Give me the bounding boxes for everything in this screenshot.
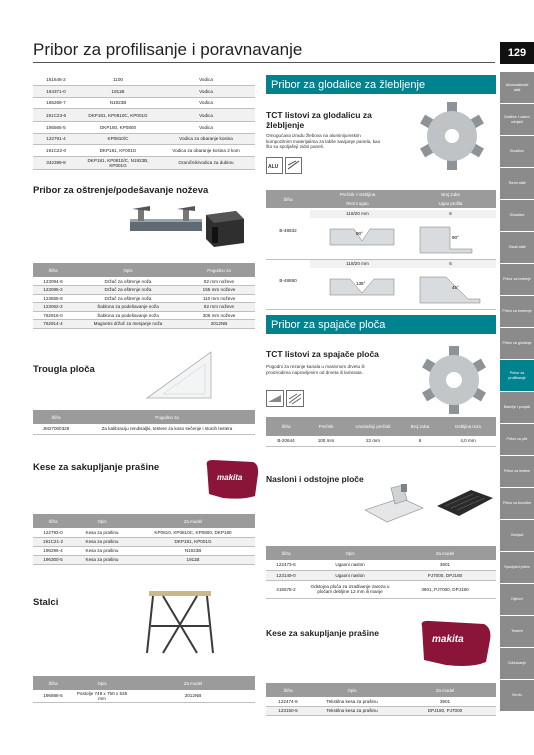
- stalci-table: [33, 676, 255, 703]
- table-cell: 342399-8: [46, 160, 66, 165]
- table-cell: Kesa za prašinu: [85, 539, 119, 544]
- table-cell: 82 mm noževe: [203, 278, 235, 284]
- table-header: Prečnik: [306, 417, 346, 436]
- stand-image: [143, 585, 218, 657]
- table-cell: 762916-0: [43, 312, 63, 318]
- sidebar-tab[interactable]: Odvijači: [500, 520, 534, 551]
- table-cell: Vodica za obaranje kosina 2 kom: [172, 147, 240, 153]
- dust-bag-image-right: [416, 618, 496, 668]
- section-title-nasloni: Nasloni i odstojne ploče: [266, 474, 364, 484]
- sidebar-tab[interactable]: Akumulatorski alati: [500, 72, 534, 103]
- table-cell: 4,0 mm: [460, 438, 476, 444]
- table-cell: 123149-0: [276, 572, 296, 578]
- table-cell: Ugaoni naslon: [335, 562, 365, 568]
- table-header: Opis: [306, 546, 394, 560]
- cut-angle-label: 90°: [356, 231, 363, 236]
- sidebar-tab[interactable]: Pribor za brusilice: [500, 488, 534, 519]
- glodalice-rows: [266, 210, 496, 310]
- table-cell: 191C22-0: [45, 147, 67, 153]
- profile-angle-label: 90°: [452, 235, 459, 240]
- glod-head-sifra: Šifra: [266, 190, 310, 208]
- blade-diameter: 118/20 mm: [346, 211, 369, 216]
- table-row: [33, 277, 255, 286]
- table-header: Šifra: [33, 410, 79, 424]
- joiner-blade-image: [418, 344, 490, 416]
- table-cell: Ugaoni naslon: [335, 572, 365, 578]
- table-cell: 1911B: [111, 88, 125, 94]
- table-cell: 196300-5: [43, 557, 63, 562]
- table-cell: 165269-7: [46, 100, 66, 106]
- table-cell: Držač za oštrenje noža: [104, 287, 152, 293]
- table-row: [33, 424, 255, 434]
- table-cell: N1923B: [109, 100, 127, 106]
- table-cell: 22 mm: [365, 438, 381, 444]
- table-cell: 122473-6: [276, 562, 296, 568]
- ostrenje-table: [33, 263, 255, 329]
- glodalice-row: [266, 210, 496, 260]
- table-row: [33, 74, 255, 86]
- profile-sketch: [310, 269, 496, 309]
- table-row: [33, 122, 255, 134]
- table-cell: Magnetni držač za menjanje noža: [93, 321, 163, 327]
- table-cell: 82 mm noževe: [203, 304, 235, 310]
- table-cell: 100 mm: [317, 438, 335, 444]
- section-title-kese-left: Kese za sakupljanje prašine: [33, 462, 160, 473]
- profile-angle-label: 45°: [452, 285, 459, 290]
- table-row: [33, 109, 255, 122]
- table-row: [266, 580, 496, 598]
- table-cell: Tekstilna kesa za prašinu: [326, 698, 378, 704]
- profile-sketch: [310, 219, 496, 259]
- table-cell: Postolje 749 x 750 x 535 mm: [76, 690, 128, 701]
- table-cell: 196296-4: [43, 548, 63, 553]
- subtitle-spajace: TCT listovi za spajače ploča: [266, 349, 379, 359]
- table-row: [33, 311, 255, 320]
- table-header: Debljina reza: [440, 417, 496, 436]
- table-cell: 3901: [439, 562, 451, 568]
- spajace-table: [266, 417, 496, 447]
- section-title-ostrenje: Pribor za oštrenje/podešavanje noževa: [33, 185, 209, 196]
- table-cell: 191C21-2: [42, 539, 64, 544]
- sidebar-tab[interactable]: Testere: [500, 616, 534, 647]
- table-cell: 122474-6: [278, 698, 298, 704]
- glodalice-table: [266, 190, 496, 208]
- table-cell: 306 mm noževe: [202, 312, 236, 318]
- table-row: [33, 546, 255, 555]
- nasloni-table: [266, 546, 496, 599]
- table-cell: 2012NB: [210, 321, 228, 327]
- sidebar-tab[interactable]: Dijelovi: [500, 584, 534, 615]
- table-cell: 762914-4: [43, 321, 63, 327]
- dust-bag-image: [203, 456, 261, 500]
- aluminium-icons: [266, 157, 302, 175]
- category-sidebar: [500, 72, 534, 712]
- table-cell: Tekstilna kesa za prašinu: [326, 708, 378, 713]
- trougla-table: [33, 410, 255, 435]
- table-cell: Vodica: [199, 100, 213, 106]
- table-cell: DKP180, KP0800: [99, 124, 136, 130]
- table-row: [33, 156, 255, 169]
- table-row: [266, 706, 496, 715]
- table-header: Opis: [73, 514, 131, 528]
- table-cell: 123094-6: [43, 278, 63, 284]
- table-cell: Kesa za prašinu: [85, 557, 119, 562]
- sidebar-tab[interactable]: Pribor za bušenje: [500, 264, 534, 295]
- cut-angle-label: 135°: [356, 281, 366, 286]
- table-header: Šifra: [266, 546, 306, 560]
- makita-logo-right: makita: [432, 634, 464, 645]
- table-header: Za model: [131, 514, 255, 528]
- table-cell: 161646-2: [46, 77, 66, 82]
- table-cell: 3901, PJ7000, DPJ180: [421, 586, 469, 592]
- section-band-glodalice: Pribor za glodalice za žlebljenje: [266, 75, 496, 94]
- table-cell: 6: [418, 438, 422, 444]
- table-row: [33, 555, 255, 564]
- kese-left-table: [33, 514, 255, 565]
- sidebar-tab[interactable]: Bušilice i udarni odvijači: [500, 104, 534, 135]
- table-cell: 123062-2: [43, 304, 63, 310]
- table-cell: DKP181, KP0810C, KP001G: [88, 112, 148, 118]
- table-cell: 155 mm noževe: [202, 287, 236, 293]
- table-row: [33, 294, 255, 303]
- section-title-kese-right: Kese za sakupljanje prašine: [266, 628, 379, 638]
- wood-icons: [266, 390, 306, 408]
- section-title-trougla: Trougla ploča: [33, 364, 95, 375]
- table-header: Pogodno za: [183, 263, 255, 277]
- table-cell: PJ7000, DPJ180: [427, 572, 463, 578]
- table-header: Broj zuba: [400, 417, 440, 436]
- sidebar-tab[interactable]: Pribor za glodanje: [500, 328, 534, 359]
- blade-diameter: 118/20 mm: [346, 261, 369, 266]
- table-cell: 122793-0: [43, 529, 63, 535]
- table-cell: Držač za oštrenje noža: [104, 295, 152, 301]
- table-cell: N1923B: [184, 548, 202, 553]
- table-cell: Vodica: [199, 88, 213, 94]
- sidebar-tab[interactable]: Glodalice: [500, 200, 534, 231]
- alu-icon: ALU: [268, 164, 279, 170]
- triangle-plate-image: [143, 348, 215, 403]
- table-cell: Šablona za podešavanje noža: [97, 312, 159, 318]
- table-cell: 415578-2: [276, 586, 296, 592]
- sharpening-holder-image: [128, 205, 248, 250]
- table-cell: Vodica: [199, 112, 213, 118]
- table-cell: DKP181, KP0810/C, N1923B, KP001G: [87, 157, 149, 168]
- table-header: Opis: [310, 683, 394, 697]
- table-cell: Vodica: [199, 77, 213, 82]
- table-row: [33, 528, 255, 537]
- table-row: [33, 303, 255, 312]
- table-cell: 164371-0: [46, 88, 66, 94]
- sidebar-tab[interactable]: Specijalni pribor: [500, 552, 534, 583]
- sidebar-tab[interactable]: Pribor za brušenje: [500, 296, 534, 327]
- table-cell: Vodica: [199, 124, 213, 130]
- table-cell: Šablona za podešavanje noža: [97, 304, 159, 310]
- table-header: Opis: [73, 263, 183, 277]
- table-row: [33, 690, 255, 702]
- table-row: [33, 145, 255, 157]
- table-cell: 1911B: [186, 557, 200, 562]
- page-number: 129: [500, 42, 534, 64]
- table-header: Za model: [131, 676, 255, 690]
- table-cell: KP0810/C: [107, 136, 129, 142]
- glod-head-cut-angle: Rezni ugao: [310, 199, 405, 208]
- glodalice-row: [266, 260, 496, 310]
- subtitle-glodalice: TCT listovi za glodalicu za žlebljenje: [266, 110, 372, 130]
- table-cell: 1100: [113, 77, 123, 82]
- sidebar-tab[interactable]: Rezni alati: [500, 168, 534, 199]
- table-row: [33, 133, 255, 145]
- table-row: [266, 560, 496, 570]
- table-cell: 3901: [439, 698, 451, 704]
- table-header: Šifra: [33, 263, 73, 277]
- table-row: [266, 570, 496, 580]
- table-header: Pogodno za: [79, 410, 255, 424]
- table-header: Opis: [73, 676, 131, 690]
- vodice-table: [33, 74, 255, 170]
- table-cell: Kesa za prašinu: [85, 529, 119, 535]
- sidebar-tab[interactable]: Brusilice: [500, 136, 534, 167]
- table-cell: 195565-5: [46, 124, 66, 130]
- title-rule: [33, 62, 495, 63]
- table-cell: Odstojna ploča za izrađivanje zareza u pločam debljine 12 mm ili manje: [310, 584, 390, 594]
- blade-code: B-48860: [279, 278, 297, 283]
- teeth-count: 6: [449, 261, 452, 266]
- sidebar-tab[interactable]: Pribor za pile: [500, 424, 534, 455]
- table-cell: 122791-4: [46, 136, 66, 142]
- desc-glodalice: Omogućava izradu žlebova na aluminijumskim kompozitnim materijalima za lakše savijanje panela, kao što su spoljašnji zidni paneli.: [266, 133, 381, 150]
- glod-head-profile-angle: Ugao profila: [405, 199, 496, 208]
- table-cell: 110 mm noževe: [202, 295, 236, 301]
- table-header: Unutrašnji prečnik: [346, 417, 400, 436]
- page-title: Pribor za profilisanje i poravnavanje: [33, 40, 303, 59]
- table-header: Šifra: [266, 417, 306, 436]
- table-header: Šifra: [33, 676, 73, 690]
- table-cell: 123150-5: [278, 708, 298, 713]
- table-cell: Kesa za prašinu: [85, 548, 119, 553]
- table-cell: 123095-2: [43, 287, 63, 293]
- table-header: Za model: [394, 546, 496, 560]
- sidebar-tab[interactable]: Servis: [500, 680, 534, 711]
- sidebar-tab[interactable]: Održavanje: [500, 648, 534, 679]
- table-cell: Za kalibraciju rendisaljki, testere za koso sečenje i stonih testera: [101, 426, 233, 432]
- blade-code: B-48832: [279, 228, 297, 233]
- table-row: [33, 286, 255, 295]
- table-row: [33, 97, 255, 109]
- desc-spajace: Pogodni za rezanje kanala u masivnom drvetu ili proizvodima napravljenim od drveta ili laminata.: [266, 364, 365, 375]
- table-cell: 2012NB: [184, 693, 202, 699]
- table-cell: KP0810, KP0810C, KP0800, DKP180: [154, 529, 232, 535]
- section-title-stalci: Stalci: [33, 597, 59, 608]
- glod-head-diam: Prečnik × Debljina: [310, 190, 405, 199]
- table-cell: Vodica za obaranje kosina: [179, 136, 233, 142]
- table-row: [266, 436, 496, 446]
- table-row: [266, 697, 496, 706]
- table-cell: 123555-8: [43, 295, 63, 301]
- grooving-blade-image: [416, 100, 488, 172]
- table-cell: 191C23-6: [45, 112, 67, 118]
- table-cell: DKP181, KF001G: [99, 147, 137, 153]
- kese-right-table: [266, 683, 496, 716]
- table-cell: B-20644: [277, 438, 295, 444]
- table-row: [33, 86, 255, 98]
- panel-profile-shape: [420, 277, 480, 303]
- table-cell: 196888-5: [43, 693, 63, 699]
- teeth-count: 6: [449, 211, 452, 216]
- makita-logo: makita: [217, 473, 243, 482]
- sidebar-tab[interactable]: Ostali alati: [500, 232, 534, 263]
- table-cell: DKP181, KP001G: [174, 539, 212, 544]
- section-band-spajace: Pribor za spajače ploča: [266, 315, 496, 334]
- table-cell: JM27000328: [42, 426, 70, 432]
- table-cell: DPJ180, PJ7000: [427, 708, 463, 713]
- panel-profile-shape: [420, 227, 472, 253]
- sidebar-tab[interactable]: Pribor za testere: [500, 456, 534, 487]
- table-header: Šifra: [33, 514, 73, 528]
- table-row: [33, 537, 255, 546]
- sidebar-tab[interactable]: Baterije i punjači: [500, 392, 534, 423]
- fence-plates-image: [361, 480, 496, 532]
- table-cell: Držač za oštrenje noža: [104, 278, 152, 284]
- sidebar-tab[interactable]: Pribor za profilisanje: [500, 360, 534, 391]
- table-header: Za model: [394, 683, 496, 697]
- table-row: [33, 320, 255, 329]
- table-header: Šifra: [266, 683, 310, 697]
- glod-head-teeth: Broj zuba: [405, 190, 496, 199]
- table-cell: Graničnik/vodica za dubinu: [178, 160, 234, 165]
